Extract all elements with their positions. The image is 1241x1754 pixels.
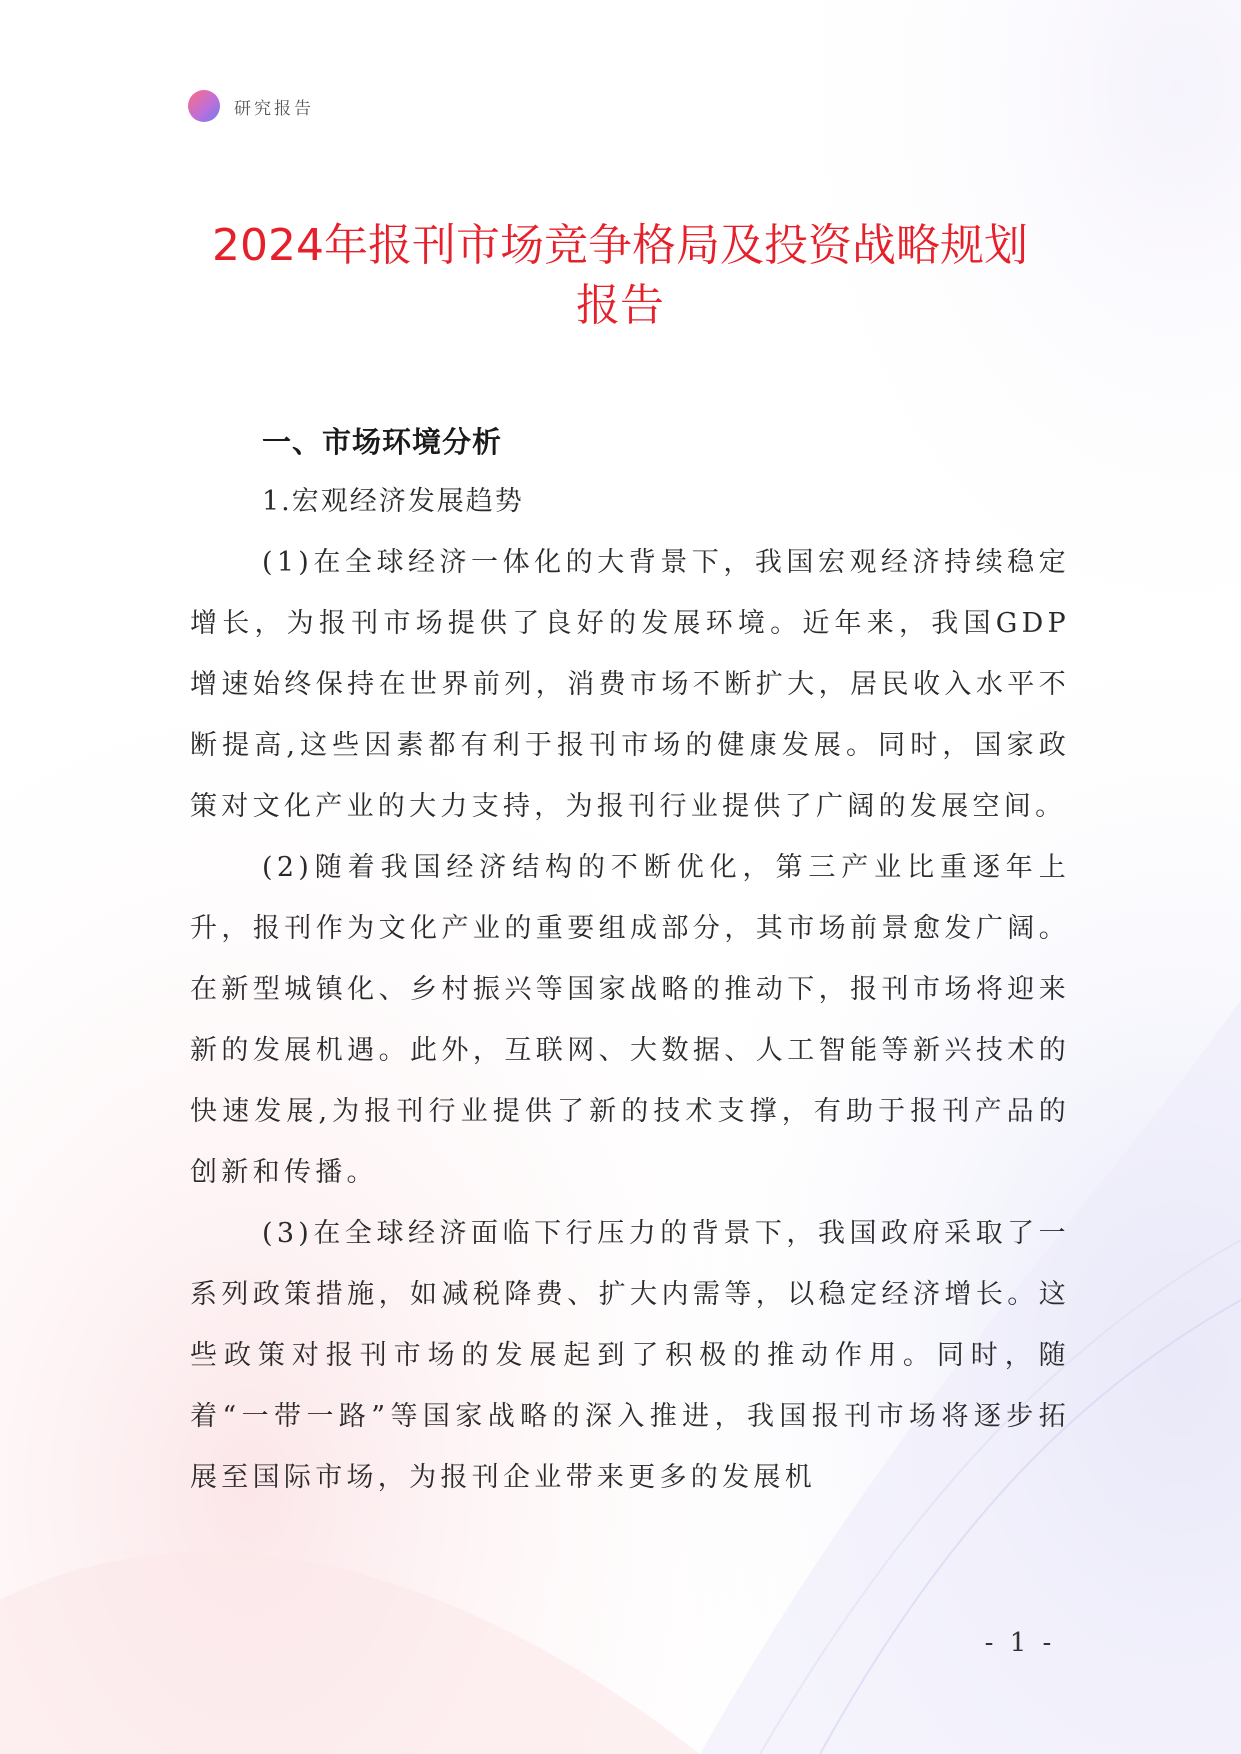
title-line-2: 报告 — [576, 280, 664, 331]
document-title — [140, 216, 1100, 336]
section-heading: 一、市场环境分析 — [262, 425, 503, 459]
title-line-1: 2024年报刊市场竞争格局及投资战略规划 — [212, 220, 1028, 271]
document-body — [190, 412, 1070, 1508]
header-label: 研究报告 — [234, 98, 314, 119]
subsection-heading: 1.宏观经济发展趋势 — [262, 486, 524, 517]
paragraph-3: (3)在全球经济面临下行压力的背景下，我国政府采取了一系列政策措施，如减税降费、扩大内需等，以稳定经济增长。这些政策对报刊市场的发展起到了积极的推动作用。同时，随着“一带一路”等国家战略的深入推进，我国报刊市场将逐步拓展至国际市场，为报刊企业带来更多的发展机 — [190, 1218, 1070, 1493]
paragraph-2: (2)随着我国经济结构的不断优化，第三产业比重逐年上升，报刊作为文化产业的重要组成部分，其市场前景愈发广阔。在新型城镇化、乡村振兴等国家战略的推动下，报刊市场将迎来新的发展机遇。此外，互联网、大数据、人工智能等新兴技术的快速发展,为报刊行业提供了新的技术支撑，有助于报刊产品的创新和传播。 — [190, 852, 1070, 1188]
gradient-circle-logo-icon — [188, 90, 220, 122]
report-header — [188, 88, 314, 124]
page-number: - 1 - — [984, 1628, 1056, 1658]
paragraph-1: (1)在全球经济一体化的大背景下，我国宏观经济持续稳定增长，为报刊市场提供了良好的发展环境。近年来，我国GDP增速始终保持在世界前列，消费市场不断扩大，居民收入水平不断提高,这些因素都有利于报刊市场的健康发展。同时，国家政策对文化产业的大力支持，为报刊行业提供了广阔的发展空间。 — [190, 547, 1070, 822]
